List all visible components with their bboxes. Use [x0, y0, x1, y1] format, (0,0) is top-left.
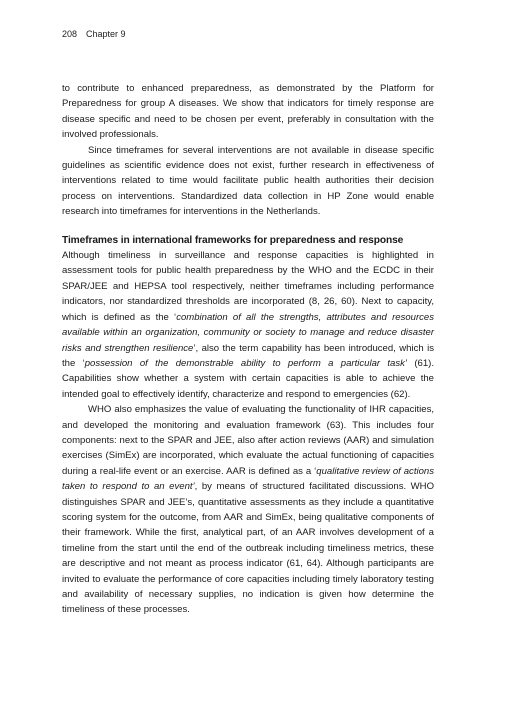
- paragraph-3-italic-a: combination of all the strengths, attributes and resources available within an organization, community or society to manage and reduce disaster risks and strengthen resilience: [62, 311, 434, 354]
- section-heading: Timeframes in international frameworks for preparedness and response: [62, 234, 404, 246]
- chapter-label: Chapter 9: [86, 29, 126, 39]
- body-text: [62, 81, 434, 618]
- paragraph-4-italic-a: qualitative review of actions taken to respond to an event’: [62, 465, 434, 493]
- paragraph-4-text-a: WHO also emphasizes the value of evaluating the functionality of IHR capacities, and developed the monitoring and evaluation framework (63). This includes four components: next to the SPAR and JEE, also after action reviews (AAR) and simulation exercises (SimEx) are incorporated, which evaluate the actual functioning of capacities during a real-life event or an exercise. AAR is defined as a ‘: [62, 404, 434, 477]
- page-number: 208: [62, 29, 78, 39]
- paragraph-4: [62, 402, 434, 618]
- paragraph-4-text-b: , by means of structured facilitated discussions. WHO distinguishes SPAR and JEE’s, quantitative assessments as they include a quantitative scoring system for the outcome, from AAR and SimEx, being qualitative components of their framework. While the first, analytical part, of an AAR involves development of a timeline from the start until the end of the outbreak including timeliness metrics, these are descriptive and not meant as process indicator (61, 64). Although participants are invited to evaluate the performance of core capacities including timely laboratory testing and availability of necessary supplies, no indication is given how determine the timeliness of these processes.: [62, 481, 435, 616]
- paragraph-2: Since timeframes for several interventions are not available in disease specific guidelines as scientific evidence does not exist, further research in effectiveness of interventions related to time would facilitate public health authorities their decision process on interventions. Standardized data collection in HP Zone would enable research into timeframes for interventions in the Netherlands.: [62, 144, 434, 218]
- paragraph-3-text-c: (61). Capabilities show whether a system with certain capacities is able to achieve the intended goal to effectively identify, characterize and respond to emergencies (62).: [62, 357, 434, 400]
- paragraph-3: [62, 248, 434, 402]
- running-header: [62, 29, 126, 39]
- paragraph-3-italic-b: possession of the demonstrable ability to perform a particular task’: [84, 357, 408, 369]
- paragraph-3-text-a: Although timeliness in surveillance and response capacities is highlighted in assessment tools for public health preparedness by the WHO and the ECDC in their SPAR/JEE and HEPSA tool respectively, neither timeframes including performance indicators, nor standardized thresholds are incorporated (8, 26, 60). Next to capacity, which is defined as the ‘: [62, 250, 434, 323]
- paragraph-3-text-b: ’, also the term capability has been introduced, which is the ‘: [62, 342, 434, 369]
- paragraph-1: to contribute to enhanced preparedness, as demonstrated by the Platform for Preparedness for group A diseases. We show that indicators for timely response are disease specific and need to be chosen per event, preferably in consultation with the involved professionals.: [62, 83, 434, 141]
